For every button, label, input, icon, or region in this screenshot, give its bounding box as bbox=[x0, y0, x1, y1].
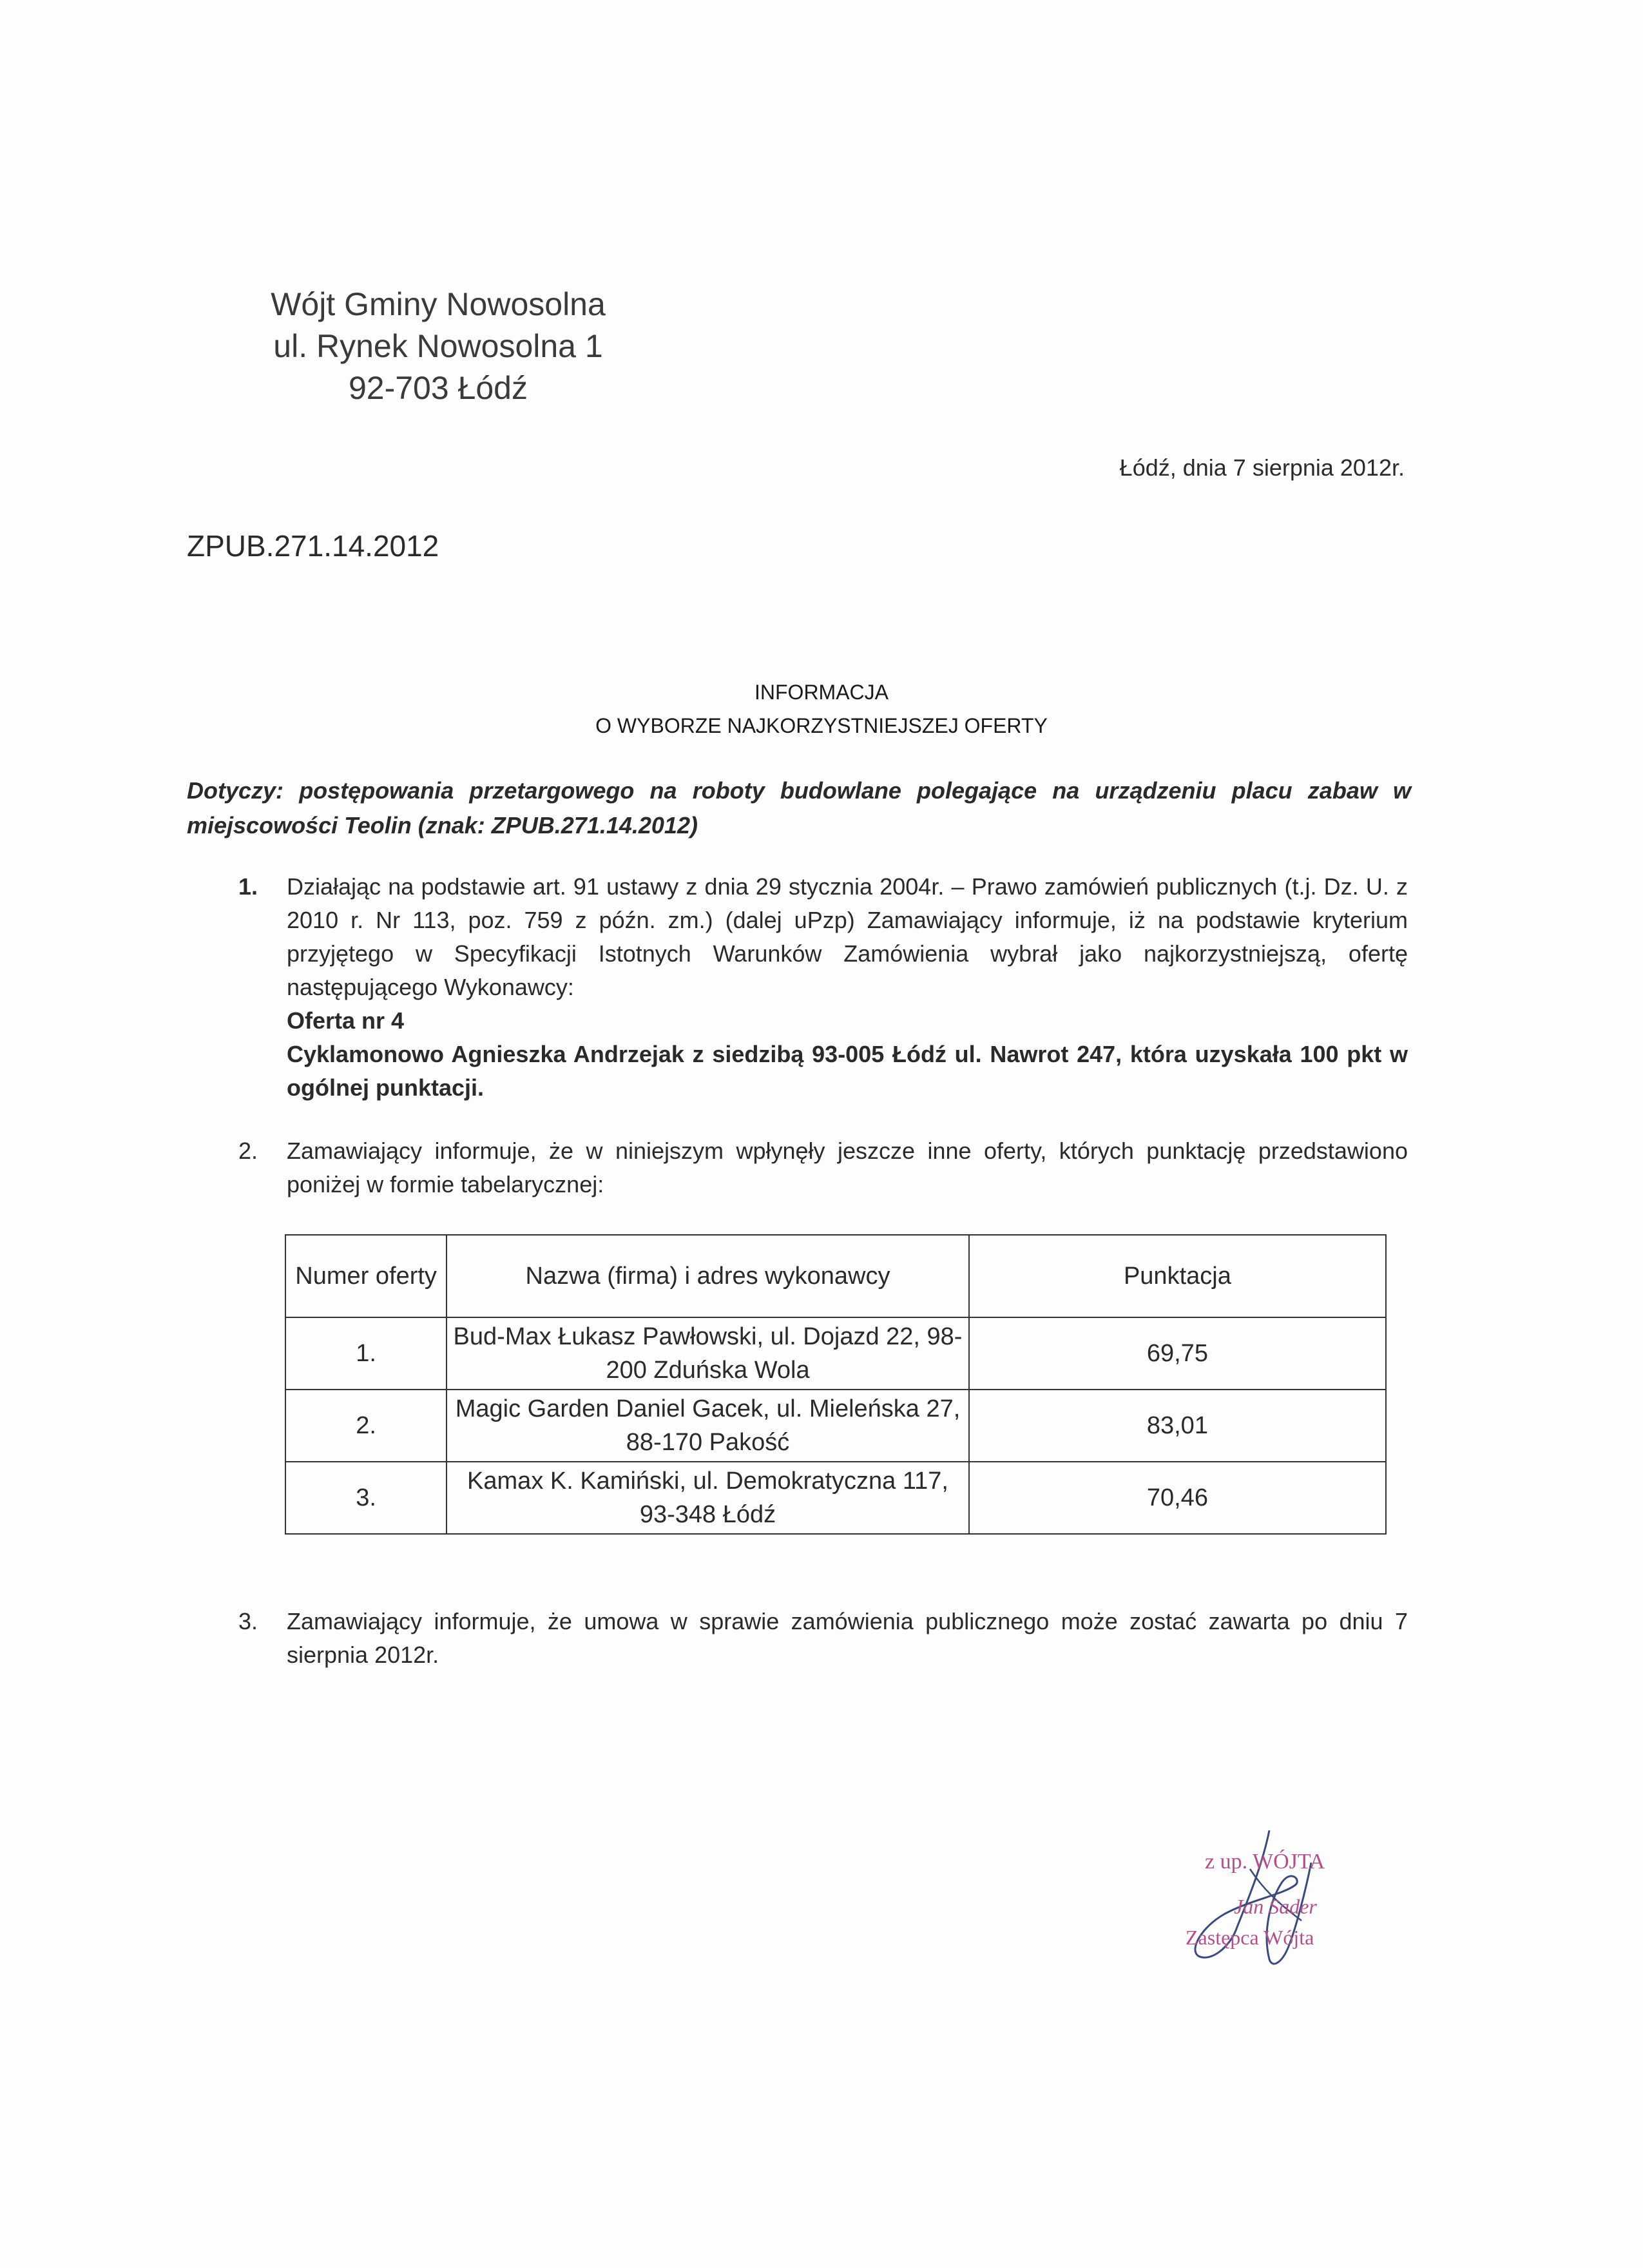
stamp-line-3: Zastępca Wójta bbox=[1186, 1926, 1314, 1949]
list-item-text: Działając na podstawie art. 91 ustawy z dnia 29 stycznia 2004r. – Prawo zamówień publicznych (t.j. Dz. U. z 2010 r. Nr 113, poz. 759 z późn. zm.) (dalej uPzp) Zamawiający informuje, iż na podstawie kryterium przyjętego w Specyfikacji Istotnych Warunków Zamówienia wybrał jako najkorzystniejszą, ofertę następującego Wykonawcy: bbox=[287, 873, 1408, 1000]
offer-label: Oferta nr 4 bbox=[287, 1007, 405, 1034]
points-cell: 70,46 bbox=[969, 1462, 1386, 1534]
points-cell: 69,75 bbox=[969, 1317, 1386, 1390]
sender-street: ul. Rynek Nowosolna 1 bbox=[273, 328, 603, 364]
list-item-number: 1. bbox=[238, 873, 258, 900]
contractor-cell: Kamax K. Kamiński, ul. Demokratyczna 117, 93-348 Łódź bbox=[447, 1462, 969, 1534]
sender-address bbox=[180, 284, 696, 409]
table-row bbox=[285, 1462, 1386, 1534]
header-points: Punktacja bbox=[969, 1235, 1386, 1317]
list-item-body bbox=[287, 1605, 1408, 1672]
list-item-number: 3. bbox=[238, 1608, 258, 1634]
sender-name: Wójt Gminy Nowosolna bbox=[271, 286, 606, 322]
header-contractor: Nazwa (firma) i adres wykonawcy bbox=[447, 1235, 969, 1317]
table-row bbox=[285, 1317, 1386, 1390]
contractor-cell: Magic Garden Daniel Gacek, ul. Mieleńska 27, 88-170 Pakość bbox=[447, 1390, 969, 1462]
list-item-body bbox=[287, 1134, 1408, 1201]
winning-offer: Cyklamonowo Agnieszka Andrzejak z siedzibą 93-005 Łódź ul. Nawrot 247, która uzyskała 100 pkt w ogólnej punktacji. bbox=[287, 1041, 1408, 1101]
offer-number-cell: 1. bbox=[285, 1317, 447, 1390]
document-date: Łódź, dnia 7 sierpnia 2012r. bbox=[1119, 454, 1405, 481]
contractor-cell: Bud-Max Łukasz Pawłowski, ul. Dojazd 22, 98-200 Zduńska Wola bbox=[447, 1317, 969, 1390]
title-line-2: O WYBORZE NAJKORZYSTNIEJSZEJ OFERTY bbox=[595, 714, 1048, 737]
offer-number-cell: 2. bbox=[285, 1390, 447, 1462]
stamp-line-2: Jan Sader bbox=[1234, 1895, 1317, 1918]
stamp-line-1: z up. WÓJTA bbox=[1205, 1850, 1325, 1874]
document-title bbox=[0, 675, 1643, 742]
list-item-text: Zamawiający informuje, że umowa w sprawie zamówienia publicznego może zostać zawarta po dniu 7 sierpnia 2012r. bbox=[287, 1608, 1408, 1668]
offers-table bbox=[285, 1234, 1387, 1535]
list-item-text: Zamawiający informuje, że w niniejszym wpłynęły jeszcze inne oferty, których punktację przedstawiono poniżej w formie tabelarycznej: bbox=[287, 1138, 1408, 1197]
list-item-body bbox=[287, 870, 1408, 1105]
sender-city: 92-703 Łódź bbox=[348, 370, 528, 406]
subject-line: Dotyczy: postępowania przetargowego na roboty budowlane polegające na urządzeniu placu zabaw w miejscowości Teolin (znak: ZPUB.271.14.2012) bbox=[187, 777, 1411, 838]
points-cell: 83,01 bbox=[969, 1390, 1386, 1462]
table-header-row bbox=[285, 1235, 1386, 1317]
title-line-1: INFORMACJA bbox=[754, 681, 889, 704]
list-item-number: 2. bbox=[238, 1138, 258, 1164]
offer-number-cell: 3. bbox=[285, 1462, 447, 1534]
table-row bbox=[285, 1390, 1386, 1462]
header-offer-number: Numer oferty bbox=[285, 1235, 447, 1317]
official-stamp bbox=[1173, 1850, 1366, 1972]
reference-number: ZPUB.271.14.2012 bbox=[187, 529, 439, 563]
